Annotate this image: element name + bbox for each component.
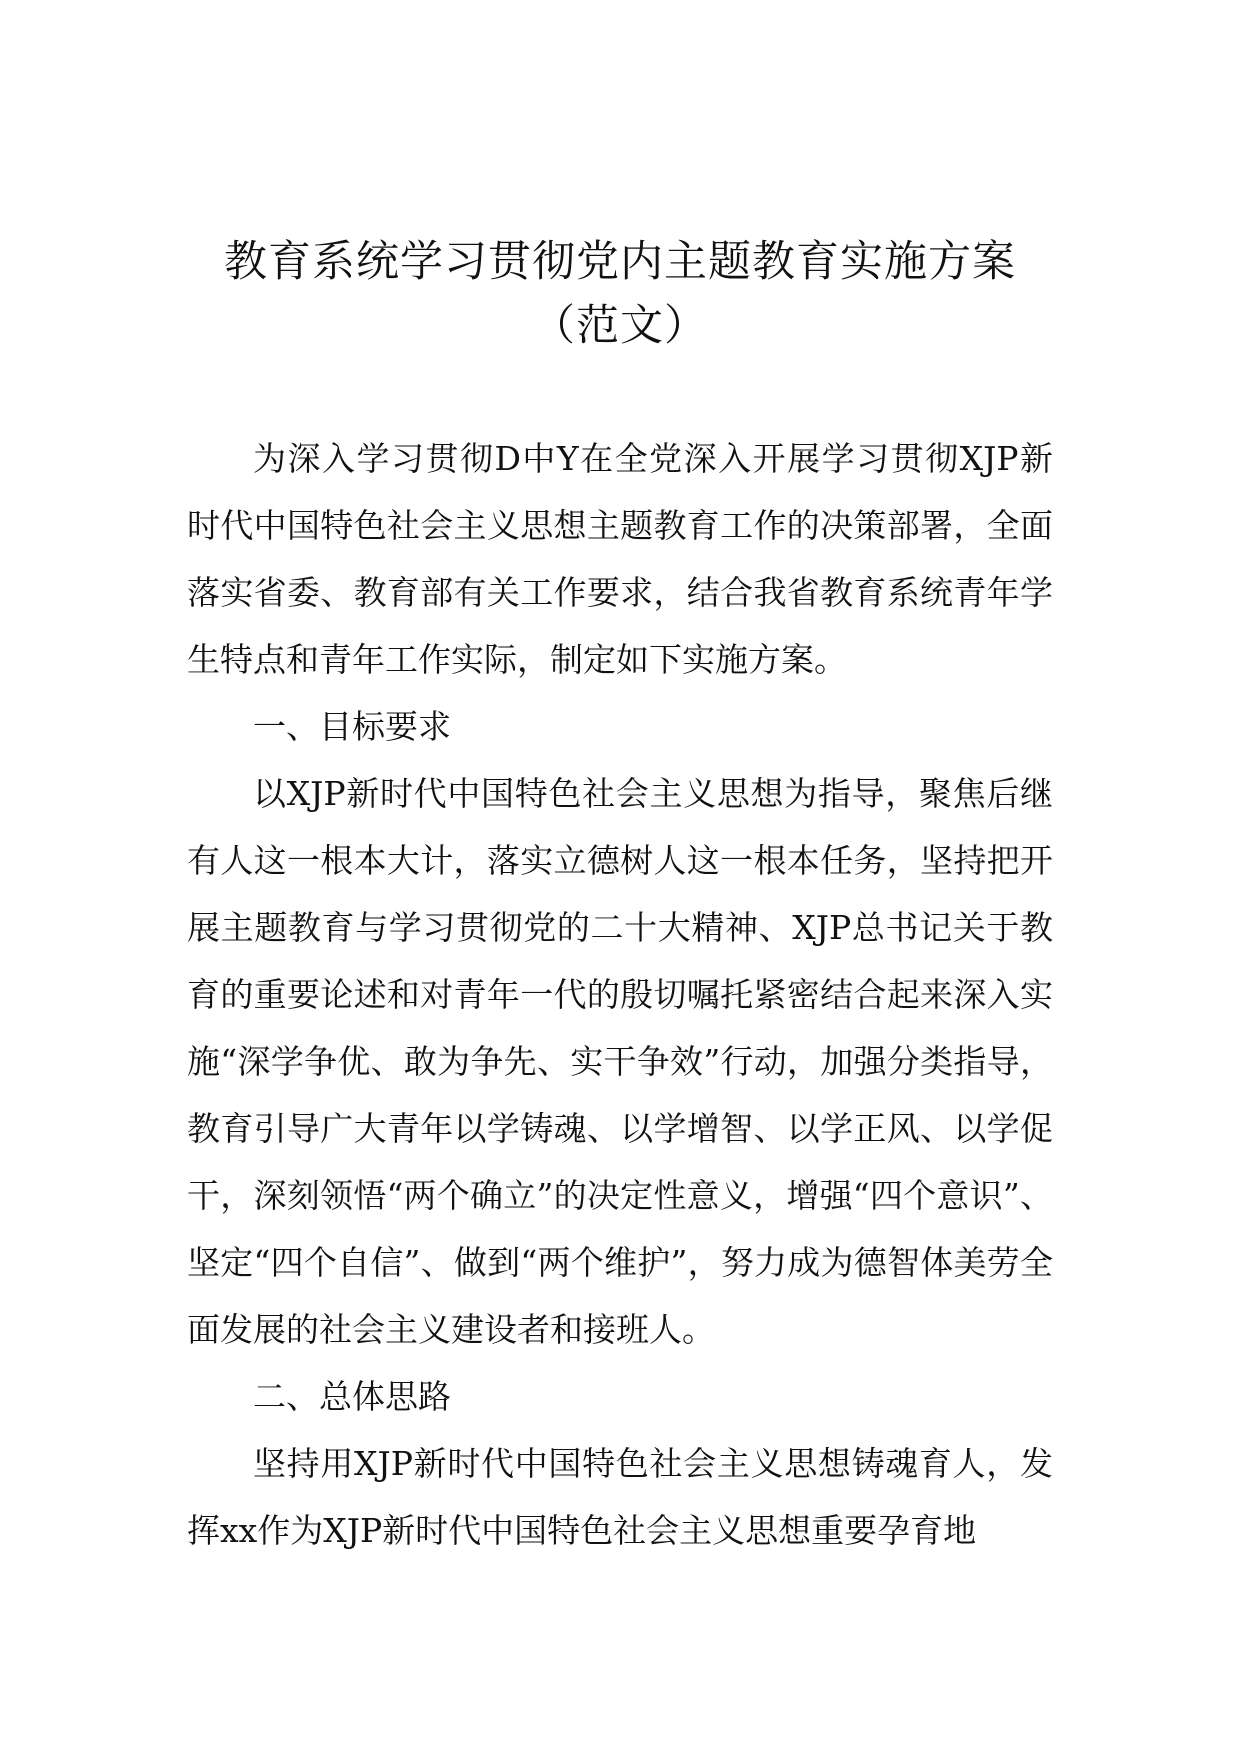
document-title: 教育系统学习贯彻党内主题教育实施方案 — [224, 237, 1016, 287]
section-heading-overall-approach: 二、总体思路 — [253, 1377, 451, 1416]
section-heading-goals: 一、目标要求 — [253, 707, 451, 746]
document-subtitle: （范文） — [532, 301, 708, 351]
goals-paragraph: 以XJP新时代中国特色社会主义思想为指导，聚焦后继有人这一根本大计，落实立德树人这一根本任务，坚持把开展主题教育与学习贯彻党的二十大精神、XJP总书记关于教育的重要论述和对青年一代的殷切嘱托紧密结合起来深入实施“深学争优、敢为争先、实干争效”行动，加强分类指导，教育引导广大青年以学铸魂、以学增智、以学正风、以学促干，深刻领悟“两个确立”的决定性意义，增强“四个意识”、坚定“四个自信”、做到“两个维护”，努力成为德智体美劳全面发展的社会主义建设者和接班人。 — [187, 774, 1053, 1349]
overall-approach-paragraph: 坚持用XJP新时代中国特色社会主义思想铸魂育人，发挥xx作为XJP新时代中国特色社会主义思想重要孕育地 — [187, 1444, 1053, 1550]
document-body — [187, 425, 1053, 1564]
intro-paragraph: 为深入学习贯彻D中Y在全党深入开展学习贯彻XJP新时代中国特色社会主义思想主题教育工作的决策部署，全面落实省委、教育部有关工作要求，结合我省教育系统青年学生特点和青年工作实际，制定如下实施方案。 — [187, 439, 1053, 679]
